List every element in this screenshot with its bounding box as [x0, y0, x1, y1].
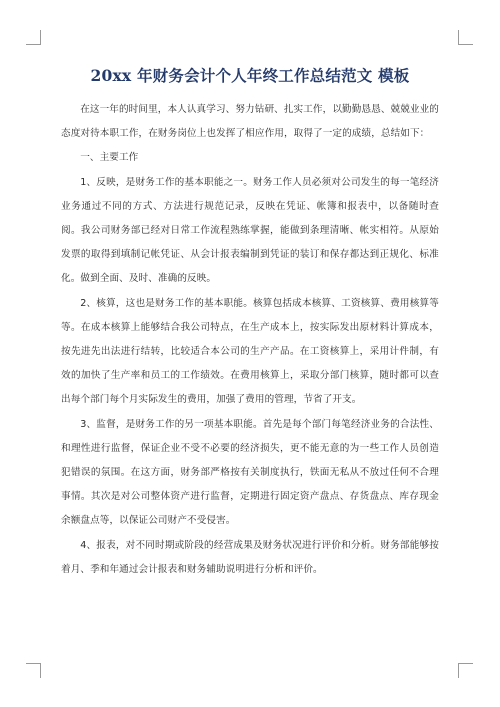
crop-mark-bottom-right [458, 663, 473, 678]
document-body [61, 98, 439, 582]
crop-mark-bottom-left [26, 663, 41, 678]
paragraph-reflect: 1、反映，是财务工作的基本职能之一。财务工作人员必须对公司发生的每一笔经济业务通过不同的方式、方法进行规范记录，反映在凭证、帐簿和报表中，以备随时查阅。我公司财务部已经对日常工作流程熟练掌握，能做到条理清晰、帐实相符。从原始发票的取得到填制记帐凭证、从会计报表编制到凭证的装订和保存都达到正规化、标准化。做到全面、及时、准确的反映。 [61, 176, 439, 285]
section-heading: 一、主要工作 [80, 152, 139, 164]
paragraph-supervision: 3、监督，是财务工作的另一项基本职能。首先是每个部门每笔经济业务的合法性、和理性进行监督，保证企业不受不必要的经济损失，更不能无意的为一些工作人员创造犯错误的氛围。在这方面，财务部严格按有关制度执行，铁面无私从不放过任何不合理事情。其次是对公司整体资产进行监督，定期进行固定资产盘点、存货盘点、库存现金余额盘点等，以保证公司财产不受侵害。 [61, 418, 439, 527]
crop-mark-top-left [26, 30, 41, 45]
document-title: 20xx 年财务会计个人年终工作总结范文 模板 [90, 66, 410, 85]
paragraph-reports: 4、报表，对不同时期或阶段的经营成果及财务状况进行评价和分析。财务部能够按着月、季和年通过会计报表和财务辅助说明进行分析和评价。 [61, 539, 439, 575]
intro-paragraph: 在这一年的时间里，本人认真学习、努力钻研、扎实工作，以勤勤恳恳、兢兢业业的态度对待本职工作，在财务岗位上也发挥了相应作用，取得了一定的成绩，总结如下： [61, 104, 439, 140]
crop-mark-top-right [458, 30, 473, 45]
paragraph-accounting: 2、核算，这也是财务工作的基本职能。核算包括成本核算、工资核算、费用核算等等。在成本核算上能够结合我公司特点，在生产成本上，按实际发出原材料计算成本，按先进先出法进行结转，比较适合本公司的生产产品。在工资核算上，采用计件制，有效的加快了生产率和员工的工作绩效。在费用核算上，采取分部门核算，随时都可以查出每个部门每个月实际发生的费用，加强了费用的管理，节省了开支。 [61, 297, 439, 406]
